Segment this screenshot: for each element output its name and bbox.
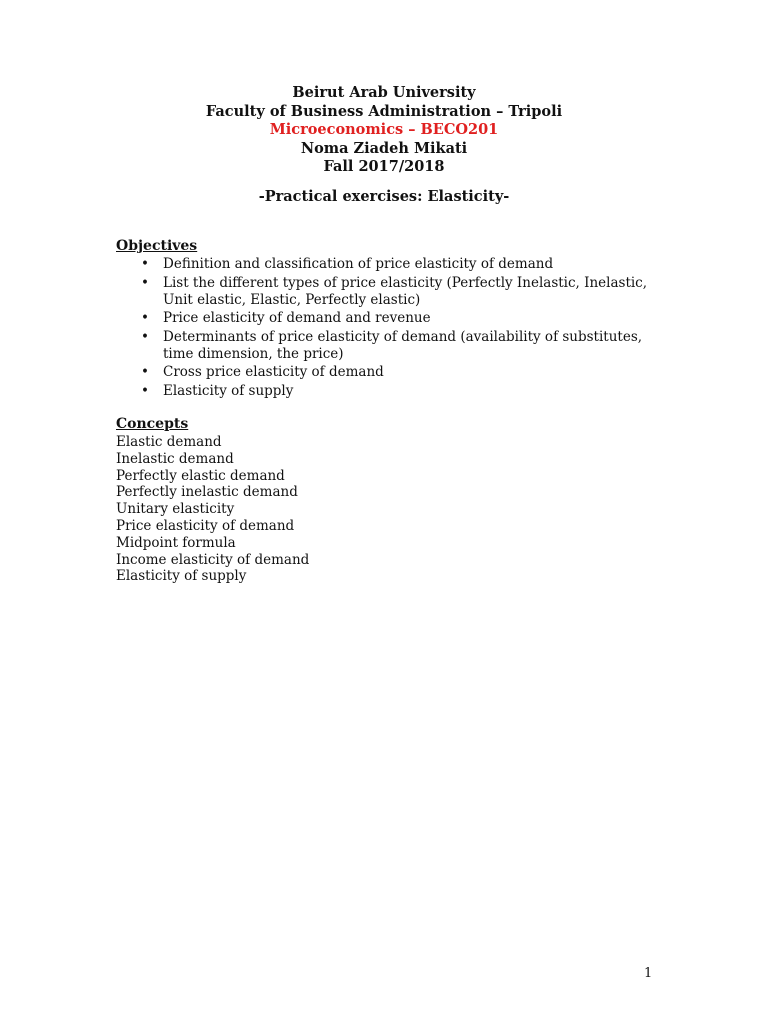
concept-item: Price elasticity of demand	[116, 517, 295, 534]
concept-item: Perfectly inelastic demand	[116, 484, 298, 501]
faculty-name: Faculty of Business Administration – Tripoli	[205, 102, 563, 120]
bullet-icon: •	[141, 256, 149, 272]
list-item: • Elasticity of supply	[141, 382, 294, 399]
concept-item: Unitary elasticity	[116, 501, 235, 518]
concepts-heading: Concepts	[116, 416, 189, 432]
bullet-icon: •	[141, 364, 149, 380]
bullet-icon: •	[141, 310, 149, 326]
bullet-icon: •	[141, 274, 149, 291]
list-item: • Determinants of price elasticity of demand (availability of substitutes, time dimension, the price)	[141, 328, 643, 362]
list-item: • Cross price elasticity of demand	[141, 364, 384, 380]
document-subtitle: -Practical exercises: Elasticity-	[258, 188, 510, 205]
instructor-name: Noma Ziadeh Mikati	[300, 139, 468, 157]
bullet-icon: •	[141, 382, 149, 399]
term: Fall 2017/2018	[323, 158, 445, 175]
list-item: • Definition and classification of price elasticity of demand	[141, 256, 554, 272]
concept-item: Perfectly elastic demand	[116, 467, 285, 484]
concepts-section	[116, 416, 656, 585]
objectives-section	[116, 238, 656, 401]
concept-item: Midpoint formula	[116, 534, 236, 551]
concept-item: Inelastic demand	[116, 450, 234, 467]
concept-item: Elastic demand	[116, 434, 222, 450]
bullet-icon: •	[141, 328, 149, 345]
concept-item: Elasticity of supply	[116, 568, 247, 585]
university-name: Beirut Arab University	[292, 84, 476, 101]
objectives-heading: Objectives	[116, 238, 198, 254]
document-header	[0, 84, 768, 177]
objectives-list	[116, 256, 656, 400]
page-number: 1	[644, 966, 653, 981]
course-title: Microeconomics – BECO201	[269, 121, 499, 138]
list-item: • Price elasticity of demand and revenue	[141, 310, 431, 326]
concept-item: Income elasticity of demand	[116, 551, 310, 568]
list-item: • List the different types of price elasticity (Perfectly Inelastic, Inelastic, Unit elastic, Elastic, Perfectly elastic)	[141, 274, 648, 308]
